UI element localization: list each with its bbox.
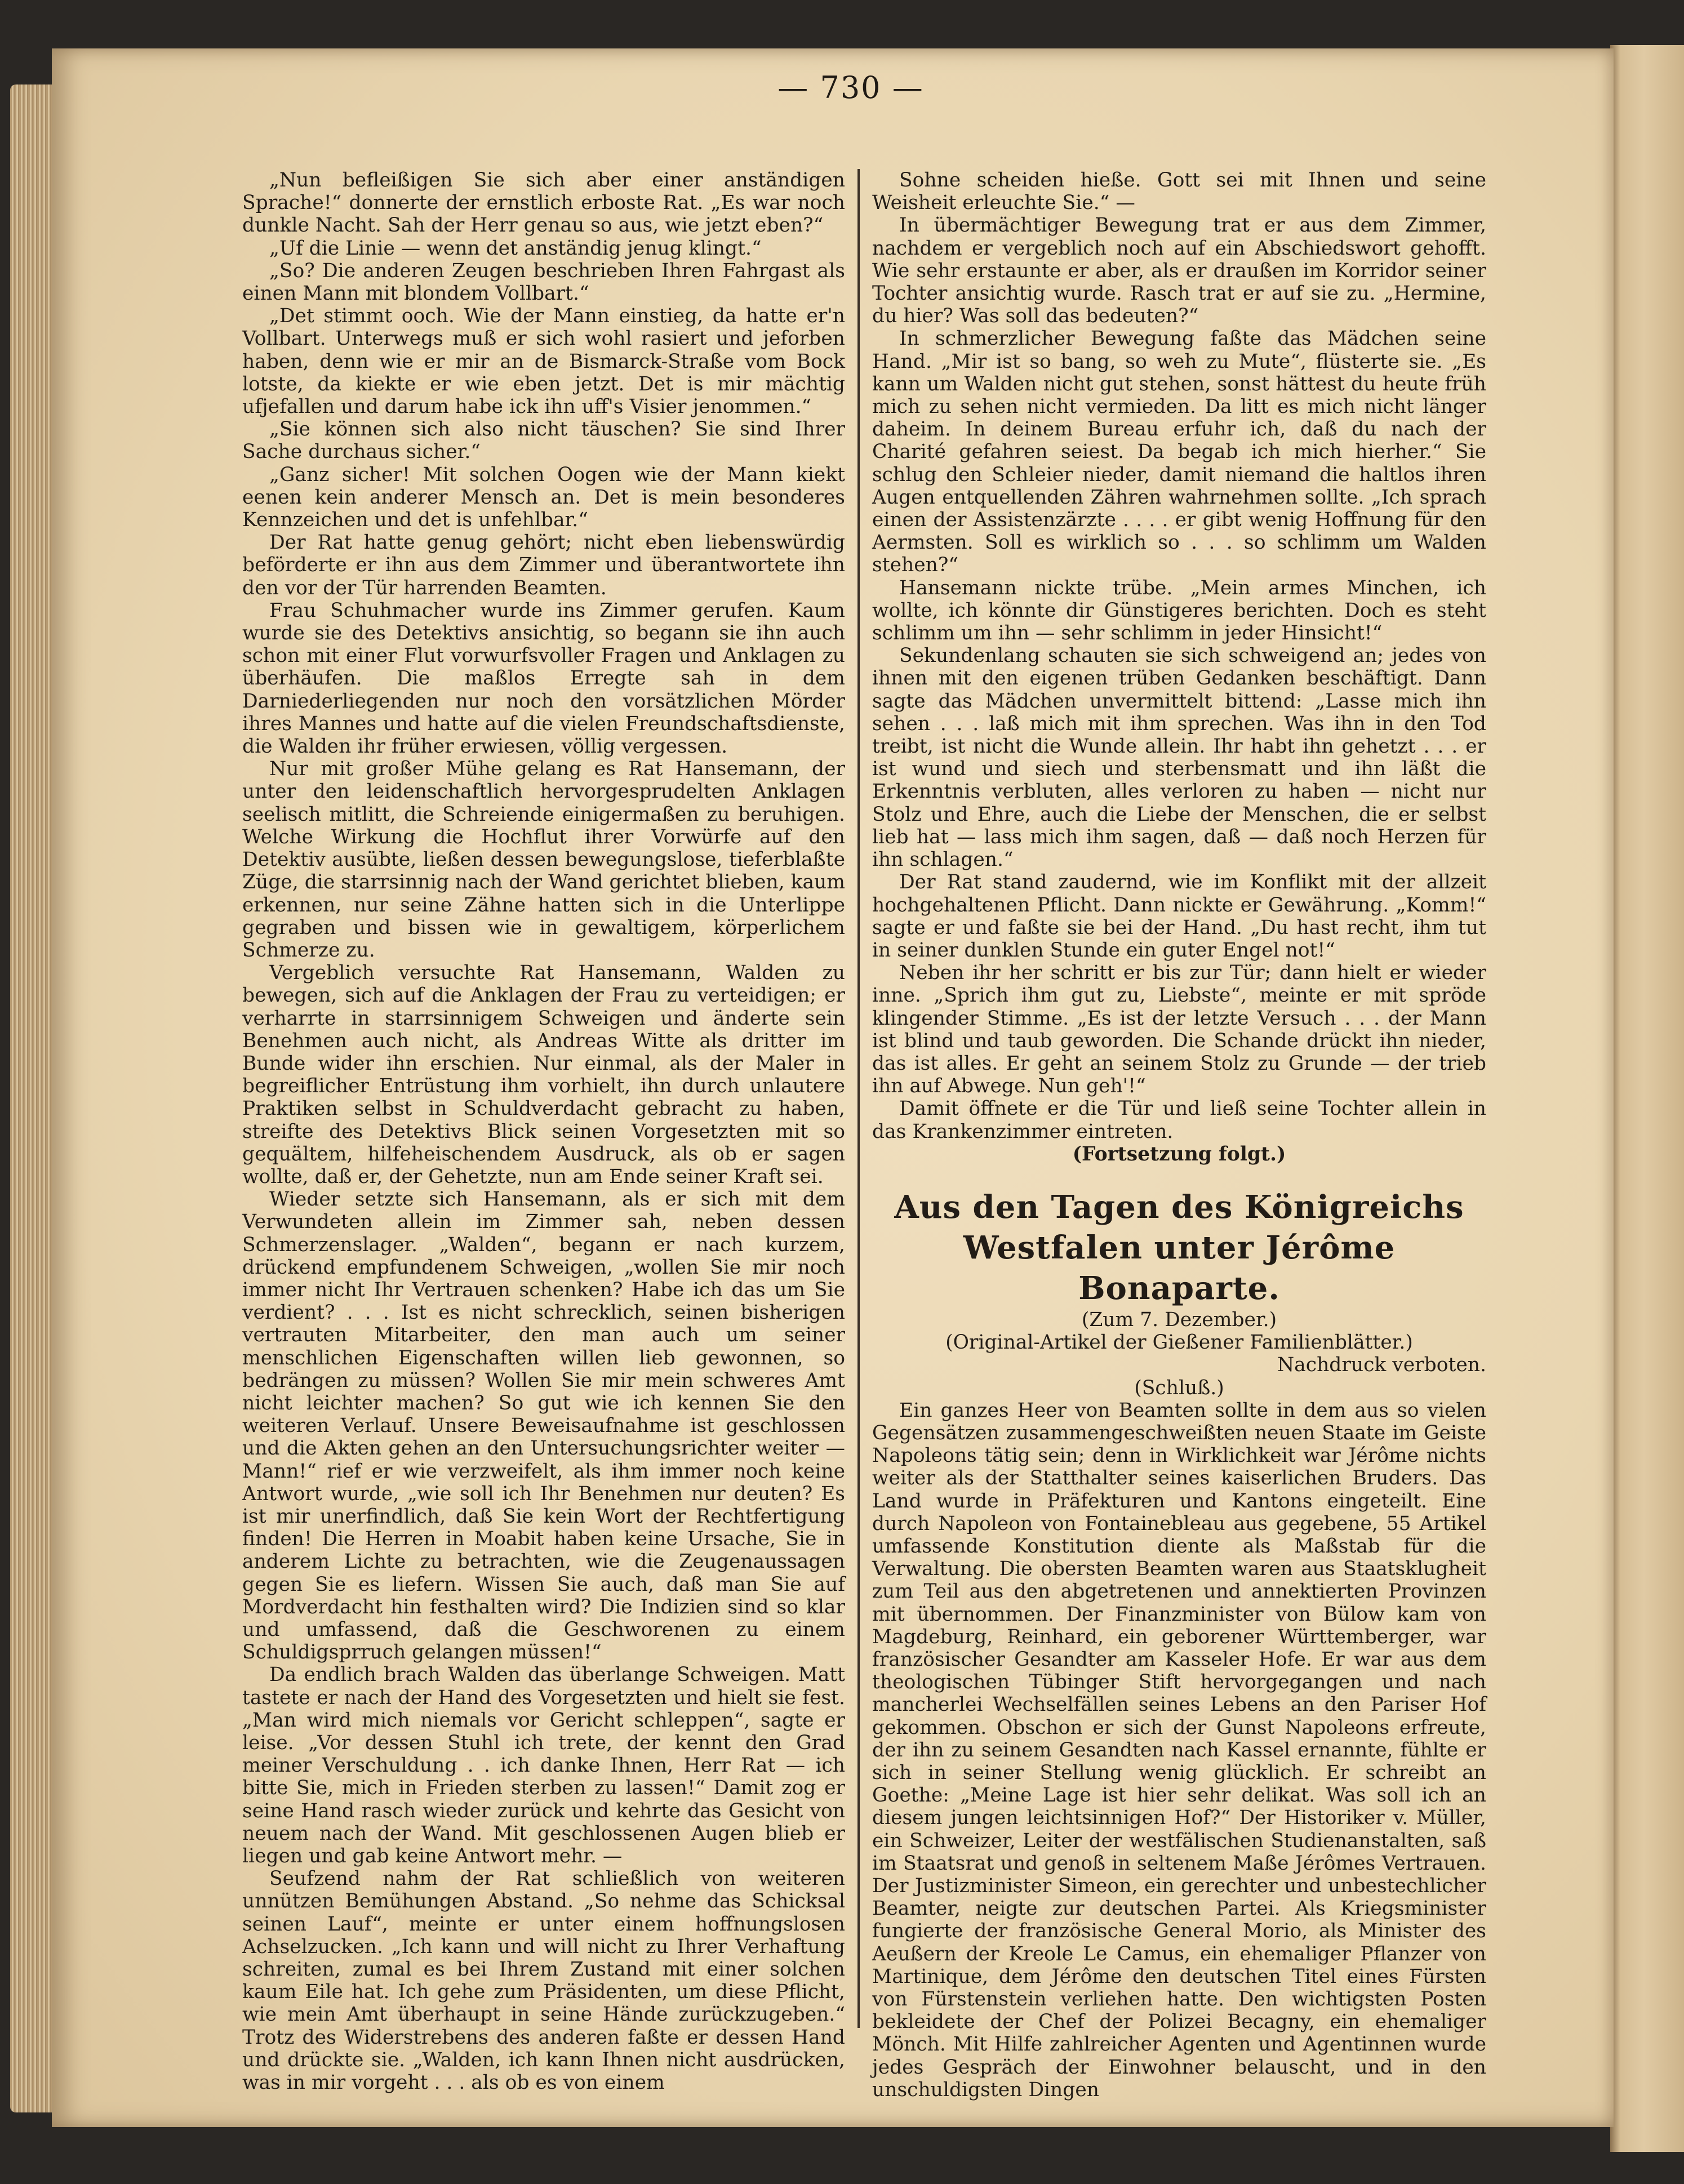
article-part: (Schluß.) [1134, 1376, 1224, 1399]
continuation-note: (Fortsetzung folgt.) [1072, 1142, 1286, 1166]
paragraph: Hansemann nickte trübe. „Mein armes Minchen, ich wollte, ich könnte dir Günstigeres berichten. Doch es steht schlimm um ihn — sehr schlimm in jeder Hinsicht!“ [872, 576, 1486, 645]
book-page-edges-right [1610, 45, 1684, 2152]
paragraph: Seufzend nahm der Rat schließlich von weiteren unnützen Bemühungen Abstand. „So nehme das Schicksal seinen Lauf“, meinte er unter einem hoffnungslosen Achselzucken. „Ich kann und will nicht zu Ihrer Verhaftung schreiten, zumal es bei Ihrem Zustand mit einer solchen kaum Eile hat. Ich gehe zum Präsidenten, um diese Pflicht, wie mein Amt überhaupt in seine Hände zurückzugeben.“ Trotz des Widerstrebens des anderen faßte er dessen Hand und drückte sie. „Walden, ich kann Ihnen nicht ausdrücken, was in mir vorgeht . . . als ob es von einem [242, 1867, 845, 2094]
paragraph: „Uf die Linie — wenn det anständig jenug klingt.“ [269, 237, 762, 260]
paragraph: In schmerzlicher Bewegung faßte das Mädchen seine Hand. „Mir ist so bang, so weh zu Mute“, flüsterte sie. „Es kann um Walden nicht gut stehen, sonst hättest du heute früh mich zu sehen nicht vermieden. Da litt es mich nicht länger daheim. In deinem Bureau erfuhr ich, daß du nach der Charité gefahren seiest. Da begab ich mich hierher.“ Sie schlug den Schleier nieder, damit niemand die haltlos ihren Augen entquellenden Zähren wahrnehmen sollte. „Ich sprach einen der Assistenzärzte . . . . er gibt wenig Hoffnung für den Aermsten. Soll es wirklich so . . . so schlimm um Walden stehen?“ [872, 327, 1486, 577]
paragraph: Wieder setzte sich Hansemann, als er sich mit dem Verwundeten allein im Zimmer sah, neben dessen Schmerzenslager. „Walden“, begann er nach kurzem, drückend empfundenem Schweigen, „wollen Sie mir noch immer nicht Ihr Vertrauen schenken? Habe ich das um Sie verdient? . . . Ist es nicht schrecklich, seinen bisherigen vertrauten Mitarbeiter, den man auch um seiner menschlichen Eigenschaften willen lieb gewonnen, so bedrängen zu müssen? Wollen Sie mir mein schweres Amt nicht leichter machen? So gut wie ich kennen Sie den weiteren Verlauf. Unsere Beweisaufnahme ist geschlossen und die Akten gehen an den Untersuchungsrichter weiter — Mann!“ rief er wie verzweifelt, als ihm immer noch keine Antwort wurde, „wie soll ich Ihr Benehmen nur deuten? Es ist mir unerfindlich, daß Sie kein Wort der Rechtfertigung finden! Die Herren in Moabit haben keine Ursache, Sie in anderem Lichte zu betrachten, wie die Zeugenaussagen gegen Sie es liefern. Wissen Sie auch, daß man Sie auf Mordverdacht hin festhalten wird? Die Indizien sind so klar und umfassend, daß die Geschworenen zu einem Schuldigsprruch gelangen müssen!“ [242, 1188, 845, 1664]
paragraph: „So? Die anderen Zeugen beschrieben Ihren Fahrgast als einen Mann mit blondem Vollbart.“ [242, 259, 845, 305]
paragraph: Frau Schuhmacher wurde ins Zimmer gerufen. Kaum wurde sie des Detektivs ansichtig, so begann sie ihn auch schon mit einer Flut vorwurfsvoller Fragen und Anklagen zu überhäufen. Die maßlos Erregte sah in dem Darniederliegenden nur noch den vorsätzlichen Mörder ihres Mannes und hatte auf die vielen Freundschaftsdienste, die Walden ihr früher erwiesen, völlig vergessen. [242, 599, 845, 758]
reprint-notice: Nachdruck verboten. [1277, 1354, 1486, 1377]
article-body: Ein ganzes Heer von Beamten sollte in dem aus so vielen Gegensätzen zusammengeschweißten neuen Staate im Geiste Napoleons tätig sein; denn in Wirklichkeit war Jérôme nichts weiter als der Statthalter seines kaiserlichen Bruders. Das Land wurde in Präfekturen und Kantons eingeteilt. Eine durch Napoleon von Fontainebleau aus gegebene, 55 Artikel umfassende Konstitution diente als Maßstab für die Verwaltung. Die obersten Beamten waren aus Staatsklugheit zum Teil aus den abgetretenen und annektierten Provinzen mit übernommen. Der Finanzminister von Bülow kam von Magdeburg, Reinhard, ein geborener Württemberger, war französischer Gesandter am Kasseler Hofe. Er war aus dem theologischen Tübinger Stift hervorgegangen und nach mancherlei Wechselfällen seines Lebens an den Pariser Hof gekommen. Obschon er sich der Gunst Napoleons erfreute, der ihn zu seinem Gesandten nach Kassel ernannte, fühlte er sich in seiner Stellung wenig glücklich. Er schreibt an Goethe: „Meine Lage ist hier sehr delikat. Was soll ich an diesem jungen leichtsinnigen Hof?“ Der Historiker v. Müller, ein Schweizer, Leiter der westfälischen Studienanstalten, saß im Staatsrat und genoß in seltenem Maße Jérômes Vertrauen. Der Justizminister Simeon, ein gerechter und unbestechlicher Beamter, neigte zur deutschen Partei. Als Kriegsminister fungierte der französische General Morio, als Minister des Aeußern der Kreole Le Camus, ein ehemaliger Pflanzer von Martinique, dem Jérôme den deutschen Titel eines Fürsten von Fürstenstein verliehen hatte. Den wichtigsten Posten bekleidete der Chef der Polizei Becagny, ein ehemaliger Mönch. Mit Hilfe zahlreicher Agenten und Agentinnen wurde jedes Gespräch der Einwohner belauscht, und in den unschuldigsten Dingen [872, 1399, 1486, 2101]
article-date: (Zum 7. Dezember.) [1081, 1308, 1277, 1331]
column-divider [857, 169, 860, 2028]
paragraph: „Sie können sich also nicht täuschen? Sie sind Ihrer Sache durchaus sicher.“ [242, 418, 845, 464]
paragraph: Nur mit großer Mühe gelang es Rat Hansemann, der unter den leidenschaftlich hervorgesprudelten Anklagen seelisch mitlitt, die Schreiende einigermaßen zu beruhigen. Welche Wirkung die Hochflut ihrer Vorwürfe auf den Detektiv ausübte, ließen dessen bewegungslose, tieferblaßte Züge, die starrsinnig nach der Wand gerichtet blieben, kaum erkennen, nur seine Zähne hatten sich in die Unterlippe gegraben und bissen wie in gewaltigem, körperlichem Schmerze zu. [242, 758, 845, 962]
right-column [872, 169, 1486, 2101]
article-source: (Original-Artikel der Gießener Familienblätter.) [945, 1331, 1413, 1354]
paragraph: „Ganz sicher! Mit solchen Oogen wie der Mann kiekt eenen kein anderer Mensch an. Det is mein besonderes Kennzeichen und det is unfehlbar.“ [242, 463, 845, 532]
book-page-edges-left [10, 84, 52, 2112]
paragraph: In übermächtiger Bewegung trat er aus dem Zimmer, nachdem er vergeblich noch auf ein Abschiedswort gehofft. Wie sehr erstaunte er aber, als er draußen im Korridor seiner Tochter ansichtig wurde. Rasch trat er auf sie zu. „Hermine, du hier? Was soll das bedeuten?“ [872, 214, 1486, 328]
paragraph: „Det stimmt ooch. Wie der Mann einstieg, da hatte er'n Vollbart. Unterwegs muß er sich wohl rasiert und jeforben haben, denn wie er mir an de Bismarck-Straße vom Bock lotste, da kiekte er wie eben jetzt. Det is mir mächtig ufjefallen und darum habe ick ihn uff's Visier jenommen.“ [242, 305, 845, 419]
paragraph: Damit öffnete er die Tür und ließ seine Tochter allein in das Krankenzimmer eintreten. [872, 1097, 1486, 1143]
paragraph: „Nun befleißigen Sie sich aber einer anständigen Sprache!“ donnerte der ernstlich erboste Rat. „Es war noch dunkle Nacht. Sah der Herr genau so aus, wie jetzt eben?“ [242, 169, 845, 237]
paragraph: Neben ihr her schritt er bis zur Tür; dann hielt er wieder inne. „Sprich ihm gut zu, Liebste“, meinte er mit spröde klingender Stimme. „Es ist der letzte Versuch . . . der Mann ist blind und taub geworden. Die Schande drückt ihn nieder, das ist alles. Er geht an seinem Stolz zu Grunde — der trieb ihn auf Abwege. Nun geh'!“ [872, 962, 1486, 1098]
paragraph: Sohne scheiden hieße. Gott sei mit Ihnen und seine Weisheit erleuchte Sie.“ — [872, 169, 1486, 215]
left-column [242, 169, 845, 2094]
paragraph: Der Rat hatte genug gehört; nicht eben liebenswürdig beförderte er ihn aus dem Zimmer und überantwortete ihn den vor der Tür harrenden Beamten. [242, 531, 845, 599]
paragraph: Da endlich brach Walden das überlange Schweigen. Matt tastete er nach der Hand des Vorgesetzten und hielt sie fest. „Man wird mich niemals vor Gericht schleppen“, sagte er leise. „Vor dessen Stuhl ich trete, der kennt den Grad meiner Verschuldung . . ich danke Ihnen, Herr Rat — ich bitte Sie, mich in Frieden sterben zu lassen!“ Damit zog er seine Hand rasch wieder zurück und kehrte das Gesicht von neuem nach der Wand. Mit geschlossenen Augen blieb er liegen und gab keine Antwort mehr. — [242, 1663, 845, 1868]
article-headline: Aus den Tagen des Königreichs Westfalen unter Jérôme Bonaparte. [894, 1188, 1464, 1307]
page-number: — 730 — [777, 70, 924, 105]
paragraph: Sekundenlang schauten sie sich schweigend an; jedes von ihnen mit den eigenen trüben Gedanken beschäftigt. Dann sagte das Mädchen unvermittelt bittend: „Lasse mich ihn sehen . . . laß mich mit ihm sprechen. Was ihn in den Tod treibt, ist nicht die Wunde allein. Ihr habt ihn gehetzt . . . er ist wund und siech und sterbensmatt und ihn läßt die Erkenntnis verbluten, alles verloren zu haben — nicht nur Stolz und Ehre, auch die Liebe der Menschen, die er selbst lieb hat — lass mich ihm sagen, daß — daß noch Herzen für ihn schlagen.“ [872, 644, 1486, 871]
paragraph: Der Rat stand zaudernd, wie im Konflikt mit der allzeit hochgehaltenen Pflicht. Dann nickte er Gewährung. „Komm!“ sagte er und faßte sie bei der Hand. „Du hast recht, ihm tut in seiner dunklen Stunde ein guter Engel not!“ [872, 871, 1486, 962]
paragraph: Vergeblich versuchte Rat Hansemann, Walden zu bewegen, sich auf die Anklagen der Frau zu verteidigen; er verharrte in starrsinnigem Schweigen und änderte sein Benehmen auch nicht, als Andreas Witte als dritter im Bunde wider ihn erschien. Nur einmal, als der Maler in begreiflicher Entrüstung ihm vorhielt, ihn durch unlautere Praktiken selbst in Schuldverdacht gebracht zu haben, streifte des Detektivs Blick seinen Vorgesetzten mit so gequältem, hilfeheischendem Ausdruck, als ob er sagen wollte, daß er, der Gehetzte, nun am Ende seiner Kraft sei. [242, 962, 845, 1188]
